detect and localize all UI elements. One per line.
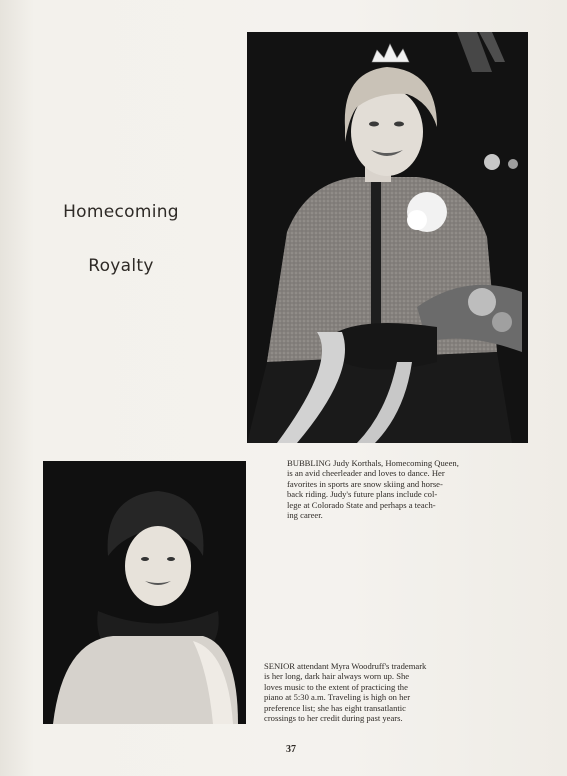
heading-royalty: Royalty bbox=[88, 256, 154, 276]
attendant-photo-illustration bbox=[43, 461, 246, 724]
queen-caption bbox=[287, 458, 502, 520]
caption-line: is an avid cheerleader and loves to dance. Her bbox=[287, 468, 445, 479]
attendant-caption bbox=[264, 661, 479, 723]
caption-line: BUBBLING Judy Korthals, Homecoming Queen, bbox=[287, 458, 459, 468]
caption-line: crossings to her credit during past years. bbox=[264, 713, 403, 724]
caption-line: SENIOR attendant Myra Woodruff's trademark bbox=[264, 661, 427, 671]
caption-line: piano at 5:30 a.m. Traveling is high on her bbox=[264, 692, 411, 703]
caption-line: favorites in sports are snow skiing and horse- bbox=[287, 478, 443, 489]
caption-line: lege at Colorado State and perhaps a teach- bbox=[287, 499, 436, 510]
queen-photo-illustration bbox=[247, 32, 528, 443]
senior-attendant-photo bbox=[43, 461, 246, 724]
homecoming-queen-photo bbox=[247, 32, 528, 443]
caption-line: loves music to the extent of practicing the bbox=[264, 681, 408, 692]
caption-line: back riding. Judy's future plans include col- bbox=[287, 489, 438, 500]
caption-line: is her long, dark hair always worn up. She bbox=[264, 671, 410, 682]
page-number: 37 bbox=[286, 744, 296, 755]
caption-line: preference list; she has eight transatlantic bbox=[264, 702, 406, 713]
heading-homecoming: Homecoming bbox=[63, 202, 179, 222]
caption-line: ing career. bbox=[287, 510, 323, 521]
